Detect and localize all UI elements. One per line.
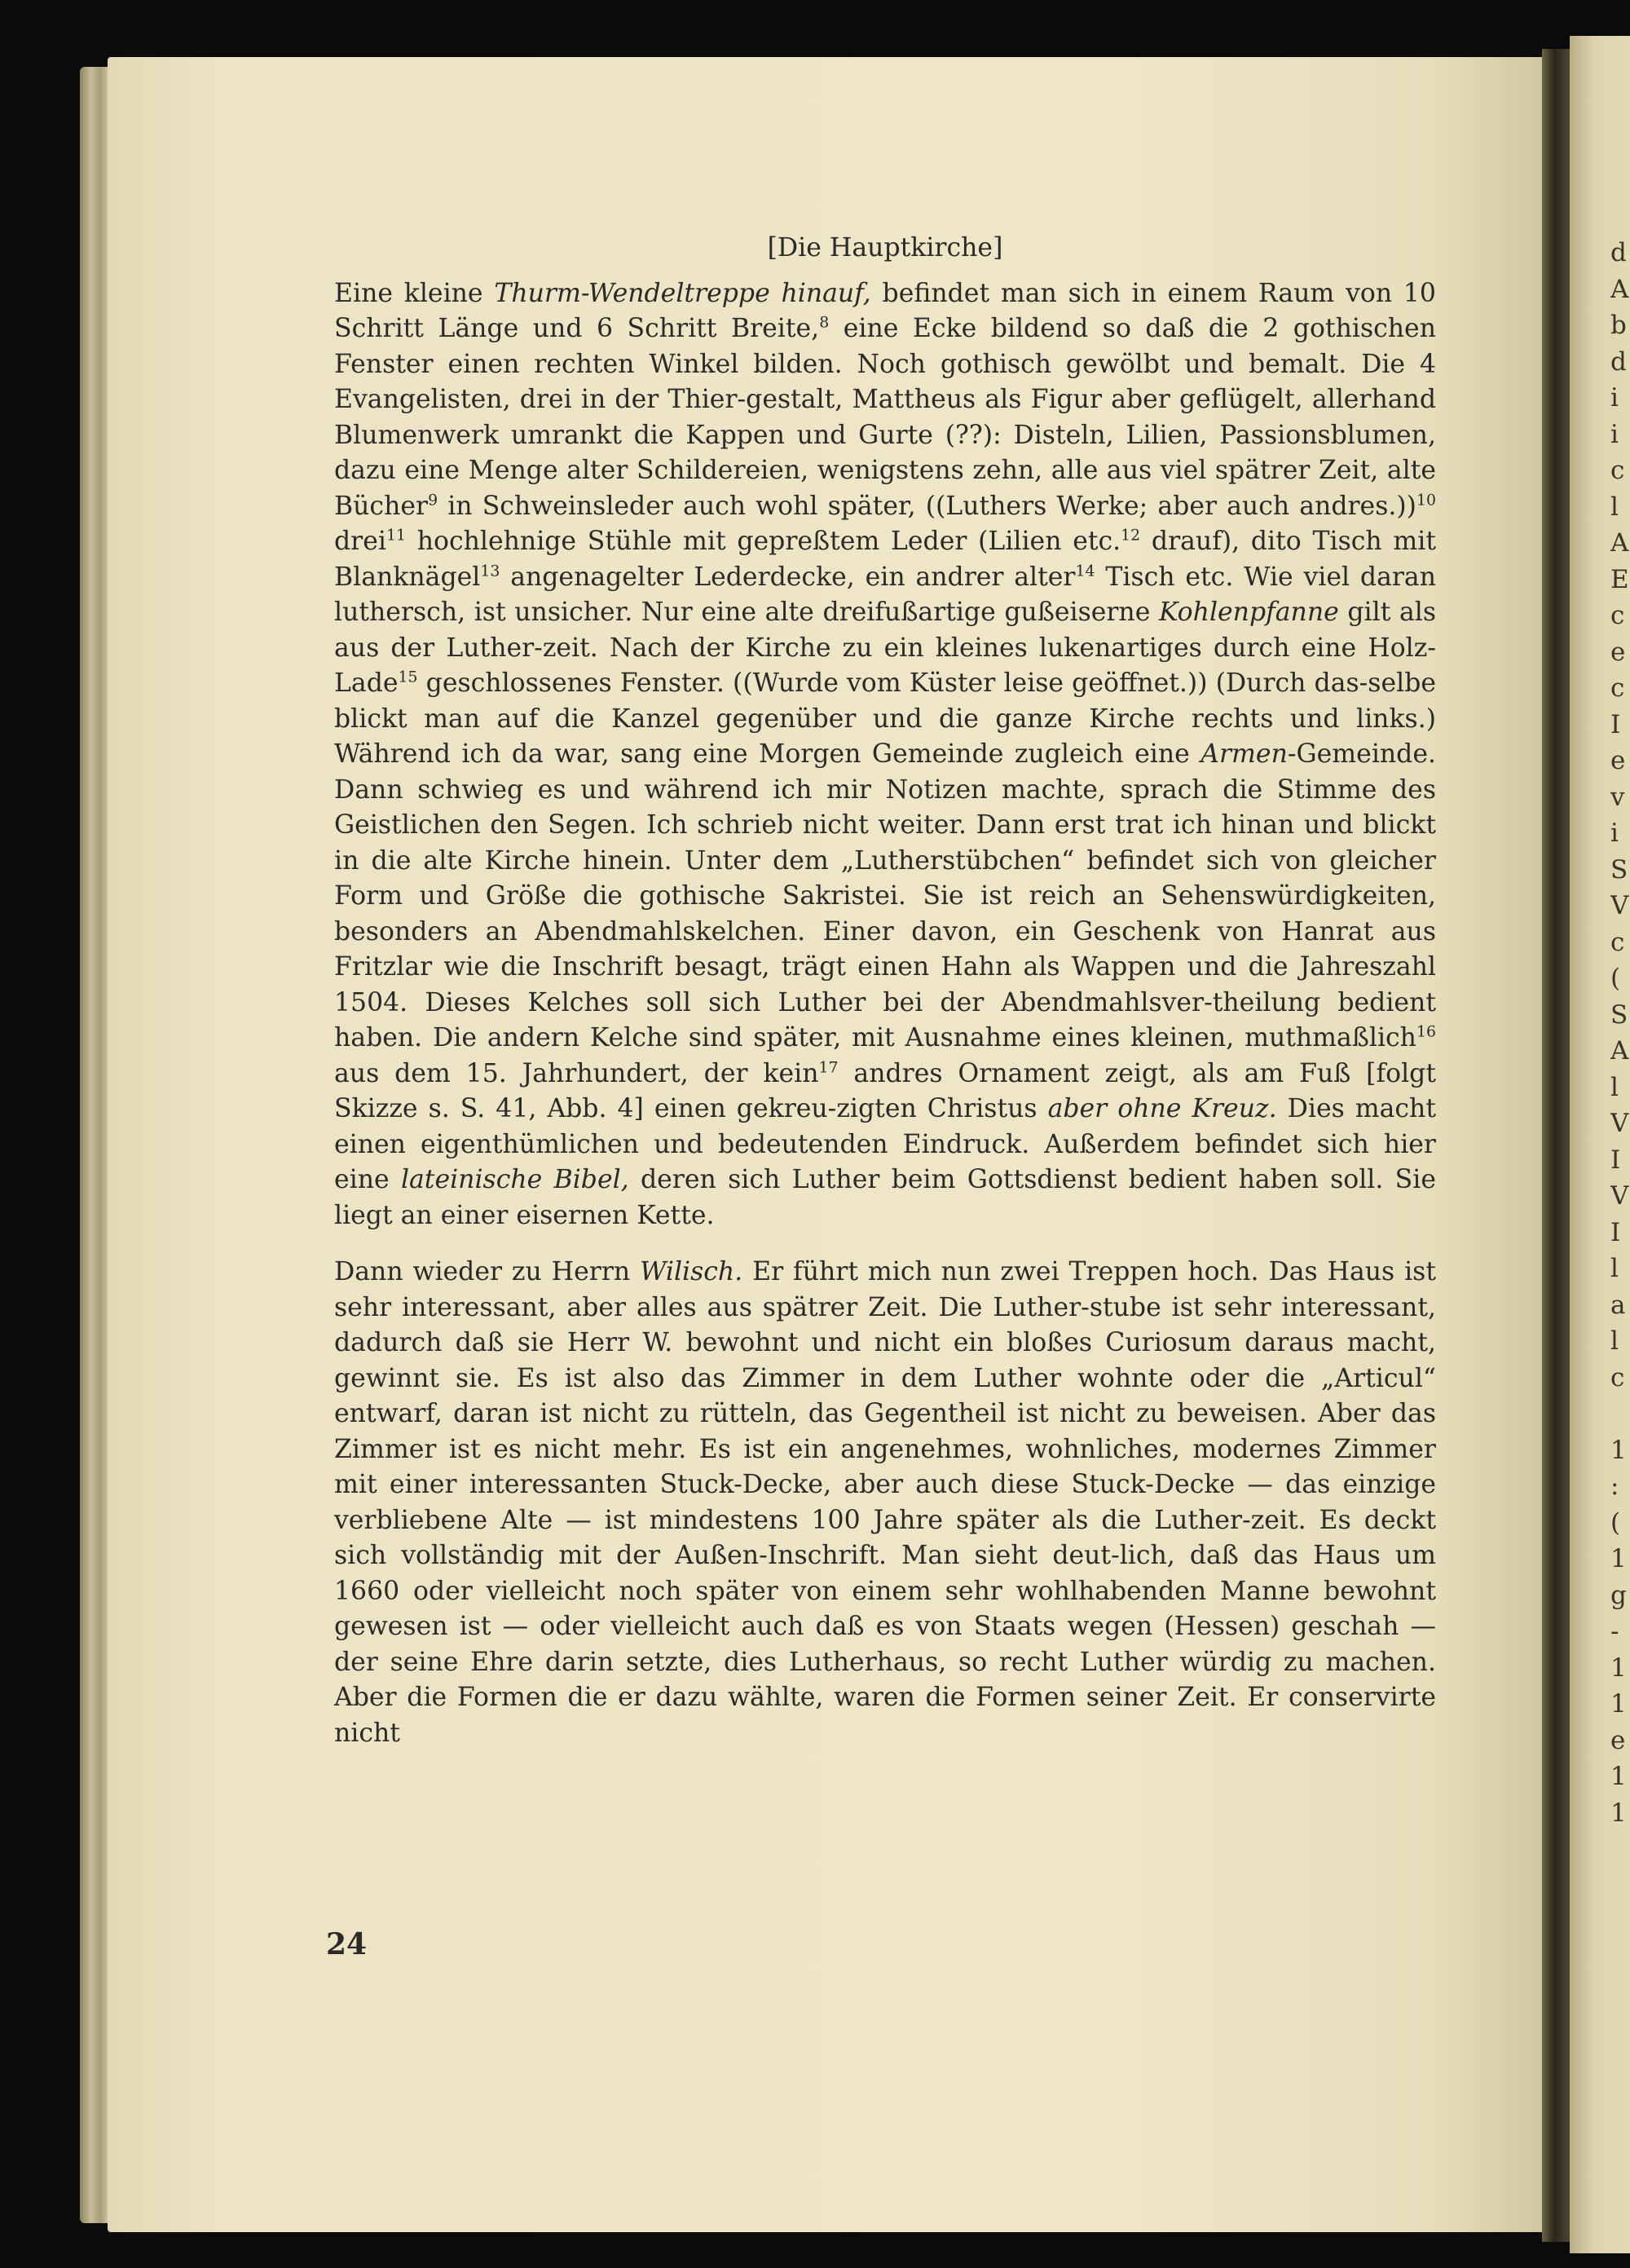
italic-text: aber ohne Kreuz. bbox=[1047, 1094, 1277, 1123]
text-run: eine Ecke bildend so daß die 2 gothischen Fenster einen rechten Winkel bilden. Noch gothisch gewölbt und bemalt. Die 4 Evangelisten, drei in der Thier-gestalt, Mattheus als Figur aber geflügelt, allerhand Blumenwerk umrankt die Kappen und Gurte (??): Disteln, Lilien, Passionsblumen, dazu eine Menge alter Schildereien, wenigstens zehn, alle aus viel spätrer Zeit, alte Bücher bbox=[334, 314, 1436, 521]
footnote-ref: 13 bbox=[480, 562, 500, 580]
text-run: in Schweinsleder auch wohl später, ((Luthers Werke; aber auch andres.)) bbox=[438, 491, 1416, 521]
footnote-ref: 10 bbox=[1416, 491, 1436, 510]
paragraph bbox=[334, 276, 1436, 1234]
footnote-ref: 9 bbox=[428, 491, 438, 510]
book-gutter bbox=[1542, 49, 1570, 2242]
italic-text: Wilisch. bbox=[640, 1257, 743, 1286]
text-run: Tisch etc. Wie viel daran luthersch, ist unsicher. Nur eine alte dreifußartige gußeiserne bbox=[334, 562, 1436, 627]
text-run: deren sich Luther beim Gottsdienst bedient haben soll. Sie liegt an einer eisernen Kette. bbox=[334, 1165, 1436, 1230]
text-run: Dann wieder zu Herrn bbox=[334, 1257, 641, 1286]
text-run: -Gemeinde. Dann schwieg es und während ich mir Notizen machte, sprach die Stimme des Geistlichen den Segen. Ich schrieb nicht weiter. Dann erst trat ich hinan und blickt in die alte Kirche hinein. Unter dem „Lutherstübchen“ befindet sich von gleicher Form und Größe die gothische Sakristei. Sie ist reich an Sehenswürdigkeiten, besonders an Abendmahlskelchen. Einer davon, ein Geschenk von Hanrat aus Fritzlar wie die Inschrift besagt, trägt einen Hahn als Wappen und die Jahreszahl 1504. Dieses Kelches soll sich Luther bei der Abendmahlsver-theilung bedient haben. Die andern Kelche sind später, mit Ausnahme eines kleinen, muthmaßlich bbox=[334, 739, 1436, 1052]
text-run: Er führt mich nun zwei Treppen hoch. Das Haus ist sehr interessant, aber alles aus spätrer Zeit. Die Luther-stube ist sehr interessant, dadurch daß sie Herr W. bewohnt und nicht ein bloßes Curiosum daraus macht, gewinnt sie. Es ist also das Zimmer in dem Luther wohnte oder die „Articul“ entwarf, daran ist nicht zu rütteln, das Gegentheil ist nicht zu beweisen. Aber das Zimmer ist es nicht mehr. Es ist ein angenehmes, wohnliches, modernes Zimmer mit einer interessanten Stuck-Decke, aber auch diese Stuck-Decke — das einzige verbliebene Alte — ist mindestens 100 Jahre später als die Luther-zeit. Es deckt sich vollständig mit der Außen-Inschrift. Man sieht deut-lich, daß das Haus um 1660 oder vielleicht noch später von einem sehr wohlhabenden Manne bewohnt gewesen ist — oder vielleicht auch daß es von Staats wegen (Hessen) geschah — der seine Ehre darin setzte, dies Lutherhaus, so recht Luther würdig zu machen. Aber die Formen die er dazu wählte, waren die Formen seiner Zeit. Er conservirte nicht bbox=[334, 1257, 1436, 1748]
italic-text: Armen bbox=[1200, 739, 1288, 769]
text-run: angenagelter Lederdecke, ein andrer alter bbox=[500, 562, 1076, 592]
footnote-ref: 16 bbox=[1416, 1022, 1436, 1041]
text-run: hochlehnige Stühle mit gepreßtem Leder (Lilien etc. bbox=[406, 527, 1121, 556]
text-run: geschlossenes Fenster. ((Wurde vom Küster leise geöffnet.)) (Durch das-selbe blickt man auf die Kanzel gegenüber und die ganze Kirche rechts und links.) Während ich da war, sang eine Morgen Gemeinde zugleich eine bbox=[334, 668, 1436, 769]
italic-text: Thurm-Wendeltreppe hinauf, bbox=[494, 278, 871, 308]
footnote-ref: 8 bbox=[819, 313, 830, 332]
paragraph bbox=[334, 1255, 1436, 1751]
text-run: drei bbox=[334, 527, 386, 556]
footnote-ref: 12 bbox=[1121, 526, 1141, 545]
footnote-ref: 11 bbox=[385, 526, 406, 545]
italic-text: Kohlenpfanne bbox=[1159, 598, 1339, 627]
text-run: Eine kleine bbox=[334, 278, 495, 308]
text-run: befindet man sich in einem Raum von 10 Schritt Länge und 6 Schritt Breite, bbox=[334, 278, 1436, 343]
text-run: gilt als aus der Luther-zeit. Nach der Kirche zu ein kleines lukenartiges durch eine Holz-Lade bbox=[334, 598, 1436, 698]
text-run: drauf), dito Tisch mit Blanknägel bbox=[334, 527, 1436, 592]
footnote-ref: 15 bbox=[398, 668, 418, 686]
text-run: Dies macht einen eigenthümlichen und bedeutenden Eindruck. Außerdem befindet sich hier eine bbox=[334, 1094, 1437, 1194]
page-number: 24 bbox=[326, 1927, 368, 1961]
text-block bbox=[334, 231, 1436, 1751]
page-heading: [Die Hauptkirche] bbox=[767, 233, 1003, 263]
facing-page-letters: d A b d i i c l A E c e c I e v i S V c ( S A l V I V I l a l c 1 : ( 1 g - 1 1 e 1 1 bbox=[1610, 238, 1629, 1828]
text-run: aus dem 15. Jahrhundert, der kein bbox=[334, 1058, 819, 1088]
text-run: andres Ornament zeigt, als am Fuß [folgt Skizze s. S. 41, Abb. 4] einen gekreu-zigten Christus bbox=[334, 1058, 1436, 1123]
footnote-ref: 17 bbox=[818, 1058, 839, 1077]
footnote-ref: 14 bbox=[1075, 562, 1095, 580]
italic-text: lateinische Bibel, bbox=[400, 1165, 629, 1194]
